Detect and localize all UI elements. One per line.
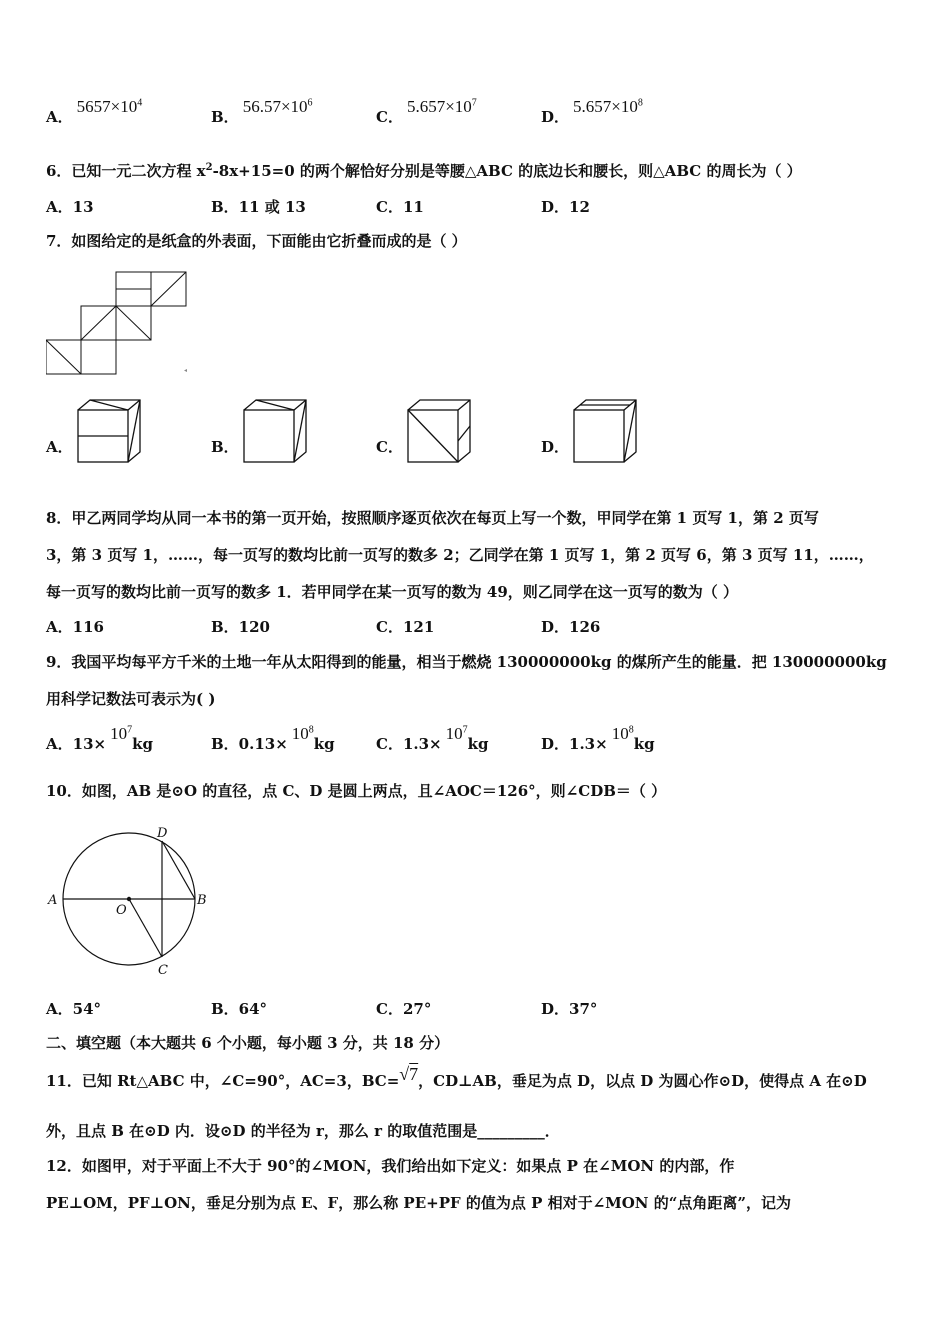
q7-option-a: A． (46, 438, 73, 456)
q5-option-b: B．$56.57\times 10^6$ (211, 97, 313, 126)
center-point (127, 897, 131, 901)
q6-option-b: B．11 或 13 (211, 198, 306, 216)
label-c: C (158, 963, 168, 977)
label-d: D (157, 826, 168, 841)
q10-option-b: B．64° (211, 1000, 268, 1018)
q9-line-1: 9．我国平均每平方千米的土地一年从太阳得到的能量，相当于燃烧 130000000kg 的煤所产生的能量．把 130000000kg (46, 653, 887, 671)
q6-question: 6．已知一元二次方程 $x^2-8x+15=0$ 的两个解恰好分别是等腰△ABC 的底边长和腰长，则△ABC 的周长为（ ） (46, 162, 802, 180)
q5-option-d: D．$5.657\times 10^8$ (541, 97, 643, 126)
q10-option-d: D．37° (541, 1000, 598, 1018)
stray-mark: ◂ (184, 367, 188, 374)
q6-option-c: C．11 (376, 198, 424, 216)
q8-option-a: A．116 (46, 618, 104, 636)
q9-option-c: C．$1.3\times 10^7kg$ (376, 724, 489, 753)
q9-option-a: A．$13\times 10^7kg$ (46, 724, 153, 753)
q8-line-2: 3，第 3 页写 1，……，每一页写的数均比前一页写的数多 2；乙同学在第 1 页写 1，第 2 页写 6，第 3 页写 11，……， (46, 546, 874, 564)
q7-option-b: B． (211, 438, 239, 456)
q7-net-figure (46, 270, 196, 380)
q6-option-d: D．12 (541, 198, 590, 216)
q6-option-a: A．13 (46, 198, 94, 216)
q8-option-d: D．126 (541, 618, 601, 636)
q7-option-c: C． (376, 438, 403, 456)
q9-option-d: D．$1.3\times 10^8kg$ (541, 724, 655, 753)
q7-cube-c (404, 396, 474, 466)
q10-question: 10．如图，AB 是⊙O 的直径，点 C、D 是圆上两点，且∠AOC＝126°，则∠CDB＝（ ） (46, 782, 667, 800)
q11-line-2: 外，且点 B 在⊙D 内．设⊙D 的半径为 r，那么 r 的取值范围是_________． (46, 1122, 560, 1140)
q12-line-1: 12．如图甲，对于平面上不大于 90°的∠MON，我们给出如下定义：如果点 P 在∠MON 的内部，作 (46, 1157, 735, 1175)
q7-cube-a (74, 396, 144, 466)
q8-option-c: C．121 (376, 618, 435, 636)
q5-option-a: A．$5657\times 10^4$ (46, 97, 143, 126)
sqrt-7: √7 (399, 1064, 419, 1084)
label-b: B (197, 893, 207, 908)
q8-option-b: B．120 (211, 618, 270, 636)
q7-question: 7．如图给定的是纸盒的外表面，下面能由它折叠而成的是（ ） (46, 232, 467, 250)
q10-option-c: C．27° (376, 1000, 432, 1018)
q10-option-a: A．54° (46, 1000, 102, 1018)
label-o: O (116, 903, 127, 918)
q10-circle-figure (44, 822, 224, 977)
q11-line-1: 11．已知 Rt△ABC 中，∠C=90°，AC=3，BC=√7，CD⊥AB，垂足为点 D，以点 D 为圆心作⊙D，使得点 A 在⊙D (46, 1064, 867, 1090)
q7-cube-d (570, 396, 640, 466)
q8-line-3: 每一页写的数均比前一页写的数多 1．若甲同学在某一页写的数为 49，则乙同学在这一页写的数为（ ） (46, 583, 738, 601)
label-a: A (48, 893, 58, 908)
q9-line-2: 用科学记数法可表示为( ) (46, 690, 216, 708)
section-2-title: 二、填空题（本大题共 6 个小题，每小题 3 分，共 18 分） (46, 1034, 450, 1052)
q5-option-c: C．$5.657\times 10^7$ (376, 97, 477, 126)
q12-line-2: PE⊥OM，PF⊥ON，垂足分别为点 E、F，那么称 PE+PF 的值为点 P 相对于∠MON 的“点角距离”，记为 (46, 1194, 792, 1212)
q7-cube-b (240, 396, 310, 466)
q8-line-1: 8．甲乙两同学均从同一本书的第一页开始，按照顺序逐页依次在每页上写一个数，甲同学在第 1 页写 1，第 2 页写 (46, 509, 819, 527)
q9-option-b: B．$0.13\times 10^8kg$ (211, 724, 335, 753)
q7-option-d: D． (541, 438, 570, 456)
